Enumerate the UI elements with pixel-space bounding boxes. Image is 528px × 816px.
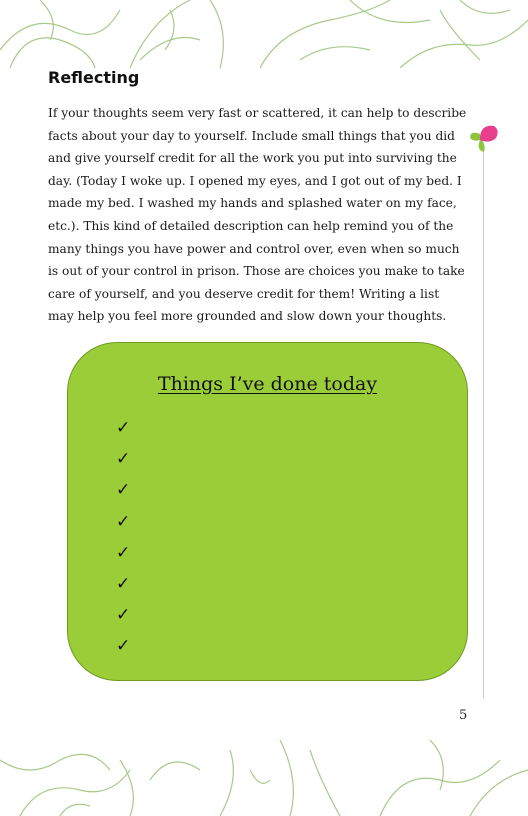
bottom-botanical-decoration — [0, 740, 528, 816]
checklist-item-checkmark: ✓ — [116, 480, 131, 501]
checklist-item-checkmark: ✓ — [116, 418, 131, 438]
checklist-item-checkmark: ✓ — [116, 542, 131, 563]
body-paragraph: If your thoughts seem very fast or scattered, it can help to describe facts about your day to yourself. Include small things that you did and give yourself credit for all the work you put into surviving the day. (Today I woke up. I opened my eyes, and I got out of my bed. I made my bed. I washed my hands and splashed water on my face, etc.). This kind of detailed description can help remind you of the many things you have power and control over, even when so much is out of your control in prison. Those are choices you make to take care of yourself, and you deserve credit for them! Writing a list may help you feel more grounded and slow down your thoughts. — [48, 106, 467, 324]
checklist-item-checkmark: ✓ — [116, 605, 131, 626]
top-botanical-decoration — [0, 0, 528, 68]
checklist-card — [67, 342, 468, 681]
checklist-title: Things I’ve done today — [157, 373, 378, 395]
checklist-item-checkmark: ✓ — [116, 449, 131, 470]
flower-bud-icon — [466, 122, 502, 156]
checklist-item-checkmark: ✓ — [116, 511, 131, 532]
page-number: 5 — [459, 708, 468, 723]
checklist-item-checkmark: ✓ — [116, 573, 131, 594]
section-heading: Reflecting — [48, 68, 140, 87]
margin-rule — [483, 150, 484, 698]
checklist-item-checkmark: ✓ — [116, 636, 131, 657]
checklist — [116, 413, 130, 663]
